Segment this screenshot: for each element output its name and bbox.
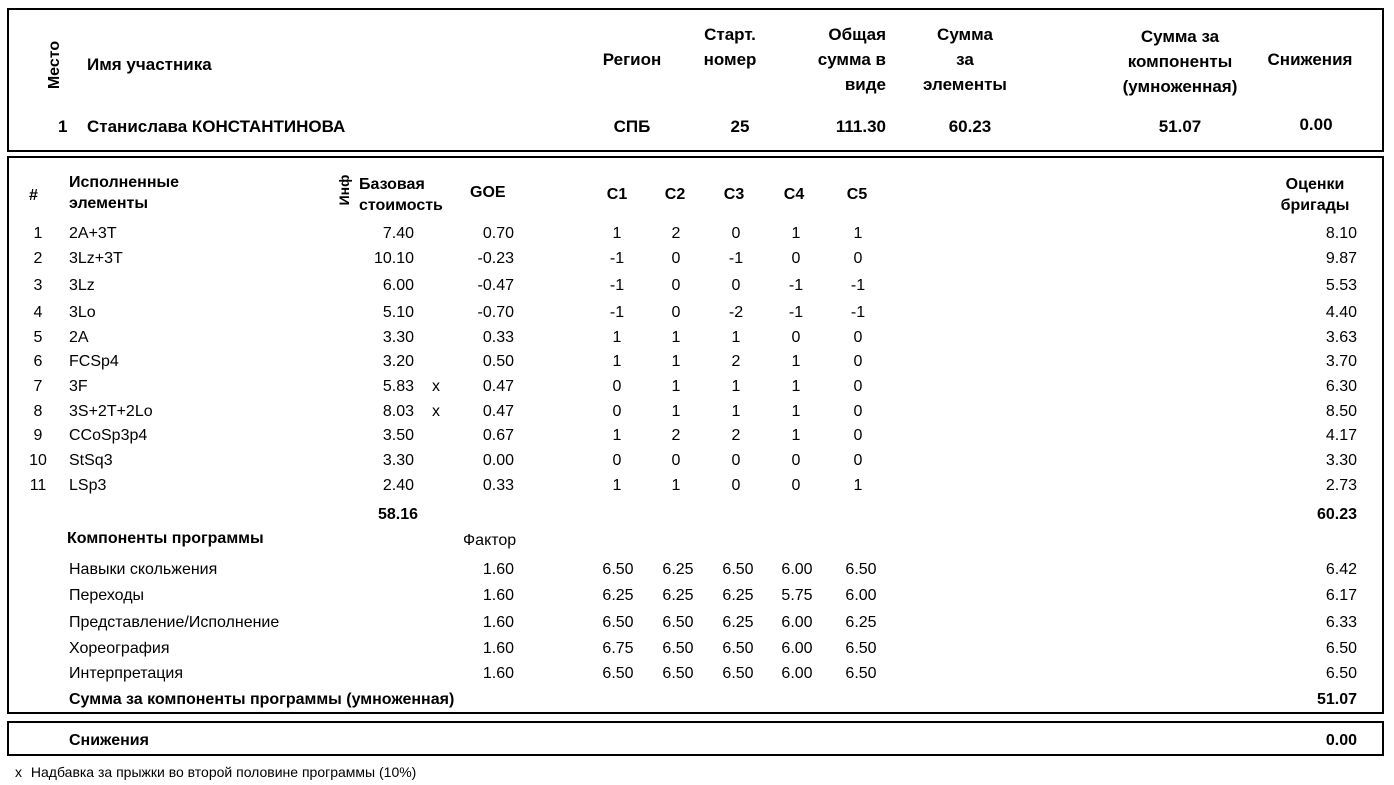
element-row-name: 3Lz (69, 277, 95, 294)
component-row-judge-score: 6.25 (722, 614, 754, 631)
header-name-label: Имя участника (87, 55, 212, 74)
component-row-judge-score: 6.50 (845, 640, 877, 657)
element-row-judge-score: 1 (853, 225, 863, 242)
skater-place: 1 (58, 117, 68, 136)
element-row-base: 6.00 (382, 277, 414, 294)
footnote-marker: x (15, 764, 22, 780)
element-row-judge-score: 1 (612, 225, 622, 242)
element-row-panel: 8.50 (1325, 403, 1357, 420)
element-row-judge-score: 0 (671, 277, 681, 294)
component-row-name: Интерпретация (69, 665, 184, 682)
element-row-judge-score: 0 (791, 452, 801, 469)
element-row-num: 7 (33, 378, 43, 395)
deductions-box (7, 721, 1384, 756)
component-row-name: Навыки скольжения (69, 561, 218, 578)
header-deductions-label: Снижения (1267, 50, 1353, 69)
component-row-name: Хореография (69, 640, 170, 657)
element-row-judge-score: 0 (731, 225, 741, 242)
element-row-judge-score: 0 (612, 403, 622, 420)
element-row-base: 3.30 (382, 452, 414, 469)
element-row-goe: -0.70 (477, 304, 514, 321)
element-row-judge-score: 2 (731, 353, 741, 370)
element-row-num: 3 (33, 277, 43, 294)
element-row-judge-score: 1 (791, 378, 801, 395)
element-row-judge-score: 1 (612, 477, 622, 494)
element-row-judge-score: 0 (612, 378, 622, 395)
component-row-panel: 6.17 (1325, 587, 1357, 604)
element-row-base: 3.30 (382, 329, 414, 346)
element-row-judge-score: 0 (671, 250, 681, 267)
component-row-judge-score: 6.50 (722, 561, 754, 578)
element-row-goe: 0.50 (482, 353, 514, 370)
component-row-factor: 1.60 (482, 665, 514, 682)
col-panel-label: Оценки бригады (1280, 176, 1350, 214)
component-row-panel: 6.33 (1325, 614, 1357, 631)
component-row-judge-score: 6.50 (845, 561, 877, 578)
element-row-judge-score: 0 (671, 452, 681, 469)
component-row-judge-score: 6.25 (602, 587, 634, 604)
component-row-judge-score: 6.50 (602, 561, 634, 578)
element-row-judge-score: 0 (853, 427, 863, 444)
component-row-judge-score: 6.25 (722, 587, 754, 604)
element-row-judge-score: 1 (731, 329, 741, 346)
base-total: 58.16 (377, 506, 418, 523)
element-row-goe: 0.33 (482, 477, 514, 494)
element-row-num: 5 (33, 329, 43, 346)
element-row-judge-score: 1 (791, 225, 801, 242)
element-row-panel: 5.53 (1325, 277, 1357, 294)
col-goe-label: GOE (470, 184, 506, 201)
element-row-judge-score: 0 (791, 329, 801, 346)
element-row-judge-score: 1 (612, 353, 622, 370)
element-row-judge-score: 0 (853, 403, 863, 420)
element-row-info: x (432, 378, 440, 395)
element-row-judge-score: 0 (612, 452, 622, 469)
component-row-panel: 6.50 (1325, 640, 1357, 657)
element-row-panel: 6.30 (1325, 378, 1357, 395)
header-total-label: Общая сумма в виде (817, 25, 886, 94)
element-row-panel: 8.10 (1325, 225, 1357, 242)
component-row-judge-score: 6.50 (722, 665, 754, 682)
element-row-judge-score: 0 (731, 452, 741, 469)
element-row-judge-score: 0 (853, 353, 863, 370)
element-row-judge-score: -2 (728, 304, 744, 321)
component-row-judge-score: 6.50 (722, 640, 754, 657)
element-row-name: 3S+2T+2Lo (69, 403, 153, 420)
col-judge-2: C2 (664, 186, 686, 203)
element-row-base: 3.50 (382, 427, 414, 444)
element-row-judge-score: 1 (731, 403, 741, 420)
col-judge-4: C4 (783, 186, 805, 203)
element-row-judge-score: 0 (731, 277, 741, 294)
element-row-judge-score: 1 (671, 403, 681, 420)
header-elements-label: Сумма за элементы (923, 25, 1007, 94)
component-row-name: Переходы (69, 587, 145, 604)
element-row-judge-score: 0 (731, 477, 741, 494)
element-row-goe: -0.47 (477, 277, 514, 294)
element-row-panel: 3.70 (1325, 353, 1357, 370)
components-total-label: Сумма за компоненты программы (умноженная) (69, 691, 455, 708)
element-row-judge-score: 1 (612, 427, 622, 444)
element-row-name: LSp3 (69, 477, 107, 494)
element-row-name: 2A+3T (69, 225, 117, 242)
components-total: 51.07 (1316, 691, 1357, 708)
component-row-judge-score: 6.25 (662, 561, 694, 578)
component-row-name: Представление/Исполнение (69, 614, 280, 631)
component-row-judge-score: 6.50 (845, 665, 877, 682)
col-num-label: # (29, 187, 38, 204)
element-row-num: 2 (33, 250, 43, 267)
element-row-judge-score: -1 (609, 250, 625, 267)
element-row-judge-score: 1 (671, 477, 681, 494)
element-row-base: 8.03 (382, 403, 414, 420)
element-row-panel: 3.63 (1325, 329, 1357, 346)
element-row-judge-score: 0 (853, 329, 863, 346)
header-region-label: Регион (602, 50, 662, 69)
component-row-judge-score: 6.50 (662, 665, 694, 682)
skater-name: Станислава КОНСТАНТИНОВА (87, 117, 346, 136)
skater-region: СПБ (613, 117, 651, 136)
component-row-judge-score: 6.75 (602, 640, 634, 657)
element-row-name: 3Lo (69, 304, 96, 321)
element-row-base: 2.40 (382, 477, 414, 494)
element-row-judge-score: 1 (671, 378, 681, 395)
component-row-panel: 6.50 (1325, 665, 1357, 682)
element-row-base: 3.20 (382, 353, 414, 370)
col-judge-3: C3 (723, 186, 745, 203)
element-row-name: FCSp4 (69, 353, 119, 370)
col-elements-label: Исполненные элементы (69, 174, 180, 212)
element-row-judge-score: 1 (731, 378, 741, 395)
element-row-judge-score: 1 (671, 329, 681, 346)
element-row-judge-score: 1 (791, 353, 801, 370)
element-row-goe: 0.67 (482, 427, 514, 444)
element-row-judge-score: -1 (609, 304, 625, 321)
element-row-panel: 3.30 (1325, 452, 1357, 469)
element-row-judge-score: -1 (609, 277, 625, 294)
col-info-label: Инф (336, 174, 352, 206)
element-row-judge-score: 1 (612, 329, 622, 346)
footnote-text: Надбавка за прыжки во второй половине программы (10%) (30, 764, 417, 780)
header-place-label: Место (46, 40, 63, 90)
element-row-num: 10 (29, 452, 47, 469)
component-row-factor: 1.60 (482, 561, 514, 578)
component-row-judge-score: 6.00 (845, 587, 877, 604)
element-row-goe: 0.47 (482, 403, 514, 420)
element-row-info: x (432, 403, 440, 420)
component-row-judge-score: 6.25 (662, 587, 694, 604)
element-row-judge-score: -1 (788, 304, 804, 321)
element-row-num: 9 (33, 427, 43, 444)
element-row-judge-score: 0 (853, 250, 863, 267)
col-judge-1: C1 (606, 186, 628, 203)
element-row-name: 3Lz+3T (69, 250, 123, 267)
total-score: 111.30 (835, 117, 886, 136)
header-components-label: Сумма за компоненты (умноженная) (1122, 27, 1238, 96)
element-row-num: 1 (33, 225, 43, 242)
skater-start-number: 25 (730, 117, 750, 136)
element-row-judge-score: 1 (791, 427, 801, 444)
element-row-judge-score: 1 (791, 403, 801, 420)
component-row-judge-score: 6.00 (781, 561, 813, 578)
element-row-judge-score: 0 (853, 452, 863, 469)
element-row-num: 8 (33, 403, 43, 420)
deductions-label: Снижения (69, 732, 149, 749)
component-row-judge-score: 6.50 (602, 614, 634, 631)
component-row-factor: 1.60 (482, 640, 514, 657)
element-row-num: 4 (33, 304, 43, 321)
panel-total: 60.23 (1316, 506, 1357, 523)
element-row-panel: 4.40 (1325, 304, 1357, 321)
element-row-judge-score: 0 (671, 304, 681, 321)
element-row-judge-score: -1 (728, 250, 744, 267)
element-row-base: 7.40 (382, 225, 414, 242)
element-row-name: 3F (69, 378, 88, 395)
element-row-goe: 0.70 (482, 225, 514, 242)
element-row-num: 11 (29, 477, 47, 494)
component-row-judge-score: 6.50 (662, 640, 694, 657)
element-row-judge-score: 1 (671, 353, 681, 370)
component-row-judge-score: 5.75 (781, 587, 813, 604)
element-row-judge-score: -1 (788, 277, 804, 294)
element-row-judge-score: 0 (791, 477, 801, 494)
component-row-judge-score: 6.50 (662, 614, 694, 631)
element-row-base: 5.83 (382, 378, 414, 395)
element-row-goe: -0.23 (477, 250, 514, 267)
component-row-factor: 1.60 (482, 614, 514, 631)
element-row-judge-score: -1 (850, 304, 866, 321)
col-judge-5: C5 (846, 186, 868, 203)
element-row-name: 2A (69, 329, 89, 346)
element-row-panel: 9.87 (1325, 250, 1357, 267)
element-row-judge-score: 2 (671, 225, 681, 242)
component-row-judge-score: 6.25 (845, 614, 877, 631)
components-score: 51.07 (1158, 117, 1202, 136)
element-row-name: CCoSp3p4 (69, 427, 148, 444)
element-row-judge-score: 2 (731, 427, 741, 444)
component-row-panel: 6.42 (1325, 561, 1357, 578)
element-row-goe: 0.00 (482, 452, 514, 469)
element-row-num: 6 (33, 353, 43, 370)
component-row-judge-score: 6.00 (781, 640, 813, 657)
element-row-panel: 2.73 (1325, 477, 1357, 494)
element-row-judge-score: 2 (671, 427, 681, 444)
header-start-label: Старт. номер (703, 25, 757, 69)
factor-label: Фактор (463, 532, 517, 549)
element-row-goe: 0.33 (482, 329, 514, 346)
element-row-judge-score: 0 (791, 250, 801, 267)
deductions-value: 0.00 (1325, 732, 1357, 749)
element-row-goe: 0.47 (482, 378, 514, 395)
element-row-judge-score: 1 (853, 477, 863, 494)
footnote (15, 763, 416, 782)
component-row-factor: 1.60 (482, 587, 514, 604)
components-title: Компоненты программы (67, 530, 264, 547)
elements-score: 60.23 (948, 117, 992, 136)
element-row-name: StSq3 (69, 452, 113, 469)
component-row-judge-score: 6.00 (781, 614, 813, 631)
col-base-label: Базовая стоимость (359, 176, 443, 214)
component-row-judge-score: 6.50 (602, 665, 634, 682)
element-row-base: 10.10 (373, 250, 414, 267)
element-row-base: 5.10 (382, 304, 414, 321)
element-row-panel: 4.17 (1325, 427, 1357, 444)
deductions-score: 0.00 (1299, 115, 1333, 134)
component-row-judge-score: 6.00 (781, 665, 813, 682)
element-row-judge-score: -1 (850, 277, 866, 294)
element-row-judge-score: 0 (853, 378, 863, 395)
